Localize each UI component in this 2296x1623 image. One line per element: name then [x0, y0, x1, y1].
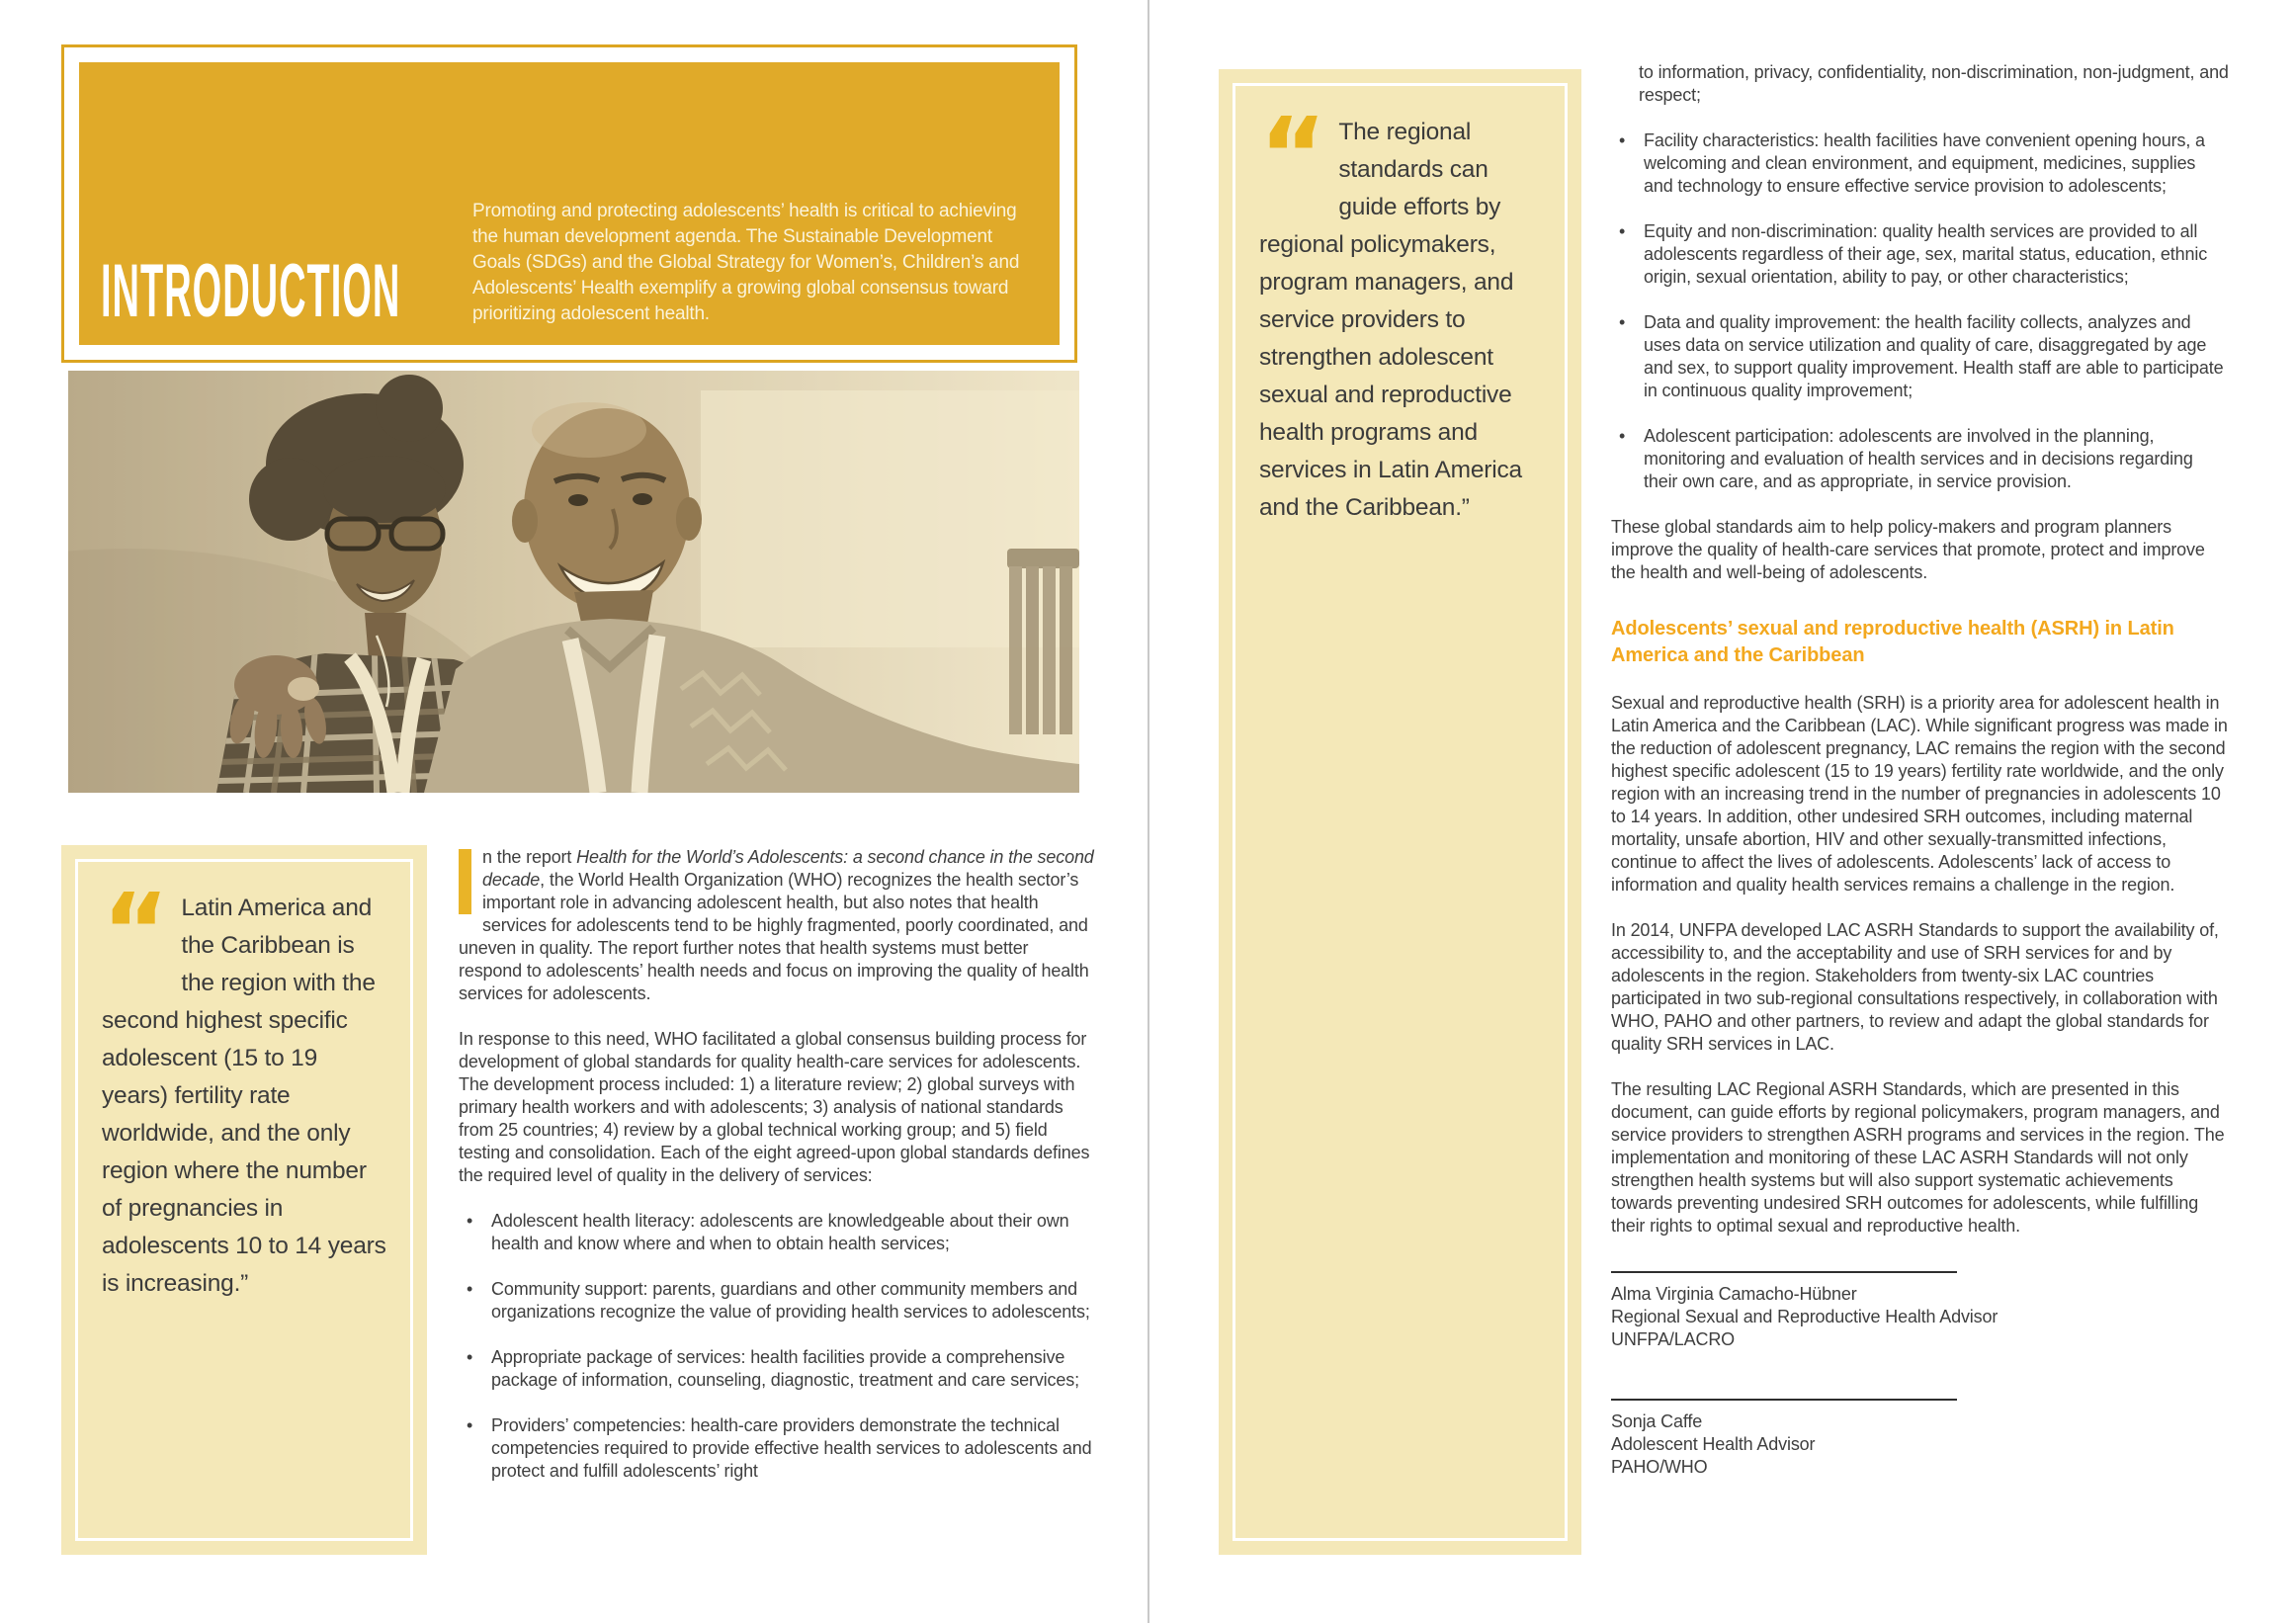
signature-org: PAHO/WHO — [1611, 1457, 1708, 1477]
adolescents-photo-illustration — [68, 371, 1079, 793]
report-title-italic: Health for the World’s Adolescents: a second chance in the second decade — [482, 847, 1094, 890]
signature-block-1 — [1611, 1271, 2229, 1351]
global-standards-list — [459, 1210, 1096, 1483]
left-paragraph-2: In response to this need, WHO facilitated a global consensus building process for development of global standards for quality health-care services for adolescents. The development process included: 1) a literature review; 2) global surveys with primary health workers and with adolescents; 3) analysis of national standards from 25 countries; 4) review by a global technical working group; and 5) field testing and consolidation. Each of the eight agreed-upon global standards defines the required level of quality in the delivery of services: — [459, 1029, 1090, 1185]
resulting-standards-paragraph: The resulting LAC Regional ASRH Standards, which are presented in this document, can guide efforts by regional policymakers, program managers, and service providers to strengthen ASRH programs and services in the region. The implementation and monitoring of these LAC ASRH Standards will not only strengthen health systems but will also support systematic achievements towards preventing undesired SRH outcomes for adolescents, while fulfilling their rights to optimal sexual and reproductive health. — [1611, 1079, 2225, 1236]
left-pull-quote-box — [61, 845, 427, 1555]
signature-name: Sonja Caffe — [1611, 1411, 1703, 1431]
signature-org: UNFPA/LACRO — [1611, 1329, 1736, 1349]
list-item: • Providers’ competencies: health-care providers demonstrate the technical competencies required to provide effective health services to adolescents and protect and fulfill adolescents’ right — [459, 1414, 1096, 1483]
list-item: • Data and quality improvement: the health facility collects, analyzes and uses data on service utilization and quality of care, disaggregated by age and sex, to support quality improvement. Health staff are able to participate in continuous quality improvement; — [1611, 311, 2229, 402]
right-pull-quote-box — [1219, 69, 1581, 1555]
unfpa-paragraph: In 2014, UNFPA developed LAC ASRH Standards to support the availability of, accessibility to, and the acceptability and use of SRH services for and by adolescents in the region. Stakeholders from twenty-six LAC countries participated in two sub-regional consultations respectively, in collaboration with WHO, PAHO and other partners, to review and adapt the global standards for quality SRH services in LAC. — [1611, 920, 2219, 1054]
list-item: • Facility characteristics: health facilities have convenient opening hours, a welcoming and clean environment, and equipment, medicines, supplies and technology to ensure effective service provision to adolescents; — [1611, 129, 2229, 198]
signature-block-2 — [1611, 1399, 2229, 1479]
page-gutter-divider — [1148, 0, 1149, 1623]
intro-header-box — [61, 44, 1077, 363]
page-title: INTRODUCTION — [101, 249, 401, 333]
list-item: • Appropriate package of services: health facilities provide a comprehensive package of information, counseling, diagnostic, treatment and care services; — [459, 1346, 1096, 1392]
global-standards-list-continued — [1611, 129, 2229, 493]
signature-name: Alma Virginia Camacho-Hübner — [1611, 1284, 1857, 1304]
list-item: • Adolescent participation: adolescents are involved in the planning, monitoring and evaluation of health services and in decisions regarding their own care, and as appropriate, in service provision. — [1611, 425, 2229, 493]
paragraph1-pre: n the report — [482, 847, 577, 867]
left-text-column — [459, 846, 1096, 1505]
srh-paragraph: Sexual and reproductive health (SRH) is a priority area for adolescent health in Latin America and the Caribbean (LAC). While significant progress was made in the reduction of adolescent pregnancy, LAC remains the region with the second highest specific adolescent (15 to 19 years) fertility rate worldwide, and the only region with an increasing trend in the number of pregnancies in adolescents 10 to 14 years. In addition, other undesired SRH outcomes, including maternal mortality, unsafe abortion, HIV and other sexually-transmitted infections, continue to affect the lives of adolescents. Adolescents’ lack of access to information and quality health services remains a challenge in the region. — [1611, 693, 2228, 895]
left-pull-quote-text: Latin America and the Caribbean is the region with the second highest specific adolescent (15 to 19 years) fertility rate worldwide, and the only region where the number of pregnancies in adolescents 10 to 14 years is increasing.” — [102, 895, 386, 1297]
list-item: • Equity and non-discrimination: quality health services are provided to all adolescents regardless of their age, sex, marital status, education, ethnic origin, sexual orientation, ability to pay, or other characteristics; — [1611, 220, 2229, 289]
signature-title: Regional Sexual and Reproductive Health Advisor — [1611, 1307, 1998, 1326]
right-text-column — [1611, 61, 2229, 1479]
paragraph1-post: , the World Health Organization (WHO) recognizes the health sector’s important role in advancing adolescent health, but also notes that health services for adolescents tend to be highly fragmented, poorly coordinated, and uneven in quality. The report further notes that health systems must better respond to adolescents’ health needs and focus on improving the quality of health services for adolescents. — [459, 870, 1089, 1003]
left-pull-quote-frame — [75, 859, 413, 1541]
right-pull-quote-text: The regional standards can guide efforts by regional policymakers, program managers, and service providers to strengthen adolescent sexual and reproductive health programs and services in Latin America and the Caribbean.” — [1259, 119, 1522, 521]
signature-rule — [1611, 1271, 1957, 1273]
left-paragraph-1 — [459, 846, 1096, 1005]
signature-rule — [1611, 1399, 1957, 1401]
signature-title: Adolescent Health Advisor — [1611, 1434, 1816, 1454]
right-pull-quote-frame — [1233, 83, 1568, 1541]
list-item: • Community support: parents, guardians and other community members and organizations recognize the value of providing health services to adolescents; — [459, 1278, 1096, 1324]
adolescents-photo — [68, 371, 1079, 793]
intro-lead-paragraph: Promoting and protecting adolescents’ health is critical to achieving the human development agenda. The Sustainable Development Goals (SDGs) and the Global Strategy for Women’s, Children’s and Adolescents’ Health exemplify a growing global consensus toward prioritizing adolescent health. — [472, 201, 1020, 324]
quote-mark-icon: “ — [102, 871, 170, 991]
asrh-section-heading: Adolescents’ sexual and reproductive health (ASRH) in Latin America and the Caribbean — [1611, 618, 2174, 666]
intro-header-gold-panel — [79, 62, 1060, 345]
dropcap-letter-i — [459, 849, 471, 914]
quote-mark-icon: “ — [1259, 95, 1327, 215]
bullet-continuation-text: to information, privacy, confidentiality, non-discrimination, non-judgment, and respect; — [1639, 62, 2229, 105]
list-item: • Adolescent health literacy: adolescents are knowledgeable about their own health and know where and when to obtain health services; — [459, 1210, 1096, 1255]
standards-aim-paragraph: These global standards aim to help policy-makers and program planners improve the quality of health-care services that promote, protect and improve the health and well-being of adolescents. — [1611, 517, 2205, 582]
